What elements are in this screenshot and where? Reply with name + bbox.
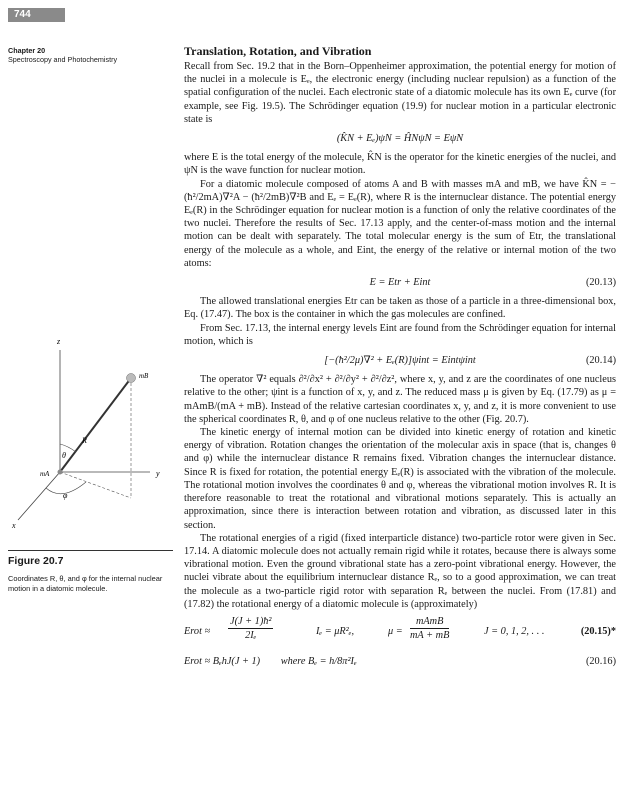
label-mb: mB (139, 372, 149, 380)
figure-caption: Coordinates R, θ, and φ for the internal nuclear motion in a diatomic molecule. (8, 574, 163, 593)
eq-mu-fraction (410, 615, 449, 642)
label-z: z (57, 337, 61, 346)
eq-mu-denominator: mA + mB (410, 630, 450, 642)
paragraph-6: The operator ∇² equals ∂²/∂x² + ∂²/∂y² + ∂²/∂z², where x, y, and z are the coordinates of one nucleus relative to the other; ψint is a function of x, y, and z. The reduced mass μ is given by Eq. (17.79) as μ = mAmB/(mA + mB). Instead of the relative cartesian coordinates x, y, and z, it is more convenient to use the spherical coordinates R, θ, and φ of one nucleus relative to the other (Fig. 20.7). (184, 374, 616, 425)
label-y: y (156, 469, 160, 478)
chapter-title: Spectroscopy and Photochemistry (8, 55, 118, 64)
eq-erot-numerator: J(J + 1)ħ² (228, 615, 273, 629)
page-number: 744 (8, 8, 65, 22)
bond-r (60, 378, 131, 472)
label-phi: φ (63, 491, 68, 500)
eq-mu-lhs: μ = (388, 625, 403, 637)
paragraph-3: For a diatomic molecule composed of atoms A and B with masses mA and mB, we have K̂N = −(ħ²/2mA)∇²A − (ħ²/2mB)∇²B and Eₑ = Eₑ(R), where R is the internuclear distance. The potential energy Eₑ(R) in the Schrödinger equation for nuclear motion is a function of only the relative coordinates of the two nuclei. Therefore the results of Sec. 17.13 apply, and the center-of-mass motion and the internal motion can be dealt with separately. The total molecular energy is the sum of Etr, the translational energy of the molecule as a whole, and Eint, the energy of the relative or internal motion of the two atoms: (184, 178, 616, 269)
eq-inertia: Iₑ = μR²ₑ, (316, 625, 355, 637)
equation-nuclear (184, 132, 616, 145)
equation-20-15 (184, 615, 616, 649)
figure-title: Figure 20.7 (8, 550, 173, 567)
eq-erot-fraction (228, 615, 273, 642)
label-r: R (82, 436, 87, 445)
equation-20-13-number: (20.13) (585, 277, 616, 289)
equation-20-16-number: (20.16) (585, 655, 616, 667)
chapter-label: Chapter 20 (8, 46, 46, 55)
label-x: x (12, 521, 16, 530)
projection-line (60, 472, 131, 498)
equation-nuclear-text: (K̂N + Eₑ)ψN = ĤNψN = EψN (336, 133, 464, 145)
x-axis (18, 472, 60, 520)
paragraph-8: The rotational energies of a rigid (fixed interparticle distance) two-particle rotor were given in Sec. 17.14. A diatomic molecule does not actually remain rigid while it rotates, because there is always some vibrational motion. Even the ground vibrational state has a zero-point vibrational energy. However, the nuclei vibrate about the equilibrium internuclear distance Rₑ, so to a good approximation, we can treat the molecule as a two-particle rigid rotor with separation Rₑ between the nuclei. From (17.81) and (17.82) the rotational energy of a diatomic molecule is (approximately) (184, 532, 616, 610)
paragraph-4: The allowed translational energies Etr can be taken as those of a particle in a three-dimensional box, Eq. (17.47). The box is the container in which the gas molecules are confined. (184, 296, 616, 321)
equation-20-14 (184, 354, 616, 367)
eq-erot-lhs: Erot ≈ (184, 625, 211, 637)
paragraph-1: Recall from Sec. 19.2 that in the Born–Oppenheimer approximation, the potential energy for motion of the nuclei in a molecule is Eₑ, the electronic energy (including nuclear repulsion) as a function of the spatial configuration of the nuclei. Each electronic state of a diatomic molecule has its own Eₑ curve (for example, see Fig. 19.5). The Schrödinger equation (19.9) for nuclear motion in a particular electronic state is (184, 61, 616, 125)
main-text (184, 44, 616, 671)
eq-j-values: J = 0, 1, 2, . . . (484, 625, 545, 637)
paragraph-2: where E is the total energy of the molecule, K̂N is the operator for the kinetic energies of the nuclei, and ψN is the wave function for nuclear motion. (184, 152, 616, 177)
equation-20-13-text: E = Etr + Eint (369, 277, 431, 289)
chapter-heading (8, 46, 173, 64)
eq-erot-denominator: 2Iₑ (245, 630, 257, 642)
paragraph-5: From Sec. 17.13, the internal energy levels Eint are found from the Schrödinger equation for internal motion, which is (184, 322, 616, 347)
coordinate-diagram (0, 320, 175, 540)
section-heading: Translation, Rotation, and Vibration (184, 44, 372, 58)
equation-20-13 (184, 276, 616, 289)
atom-a (58, 470, 63, 475)
figure-caption-block (8, 550, 173, 593)
paragraph-7: The kinetic energy of internal motion can be divided into kinetic energy of rotation and kinetic energy of vibration. Rotation changes the orientation of the molecular axis in space (that is, changes θ and φ) while the internuclear distance R remains fixed. Vibration changes the internuclear distance. Since R is fixed for rotation, the potential energy Eₑ(R) is associated with the vibration of the molecule. The rotational motion involves the coordinates θ and φ, whereas the vibrational motion involves R. It is therefore reasonable to treat the rotational and vibrational motions separately. This is actually an approximation, since there is interaction between rotation and vibration, as discussed later in this section. (184, 427, 616, 531)
figure-20-7-diagram (0, 320, 175, 540)
equation-20-15-number: (20.15)* (580, 625, 616, 637)
equation-20-14-number: (20.14) (585, 355, 616, 367)
equation-20-16-text: Erot ≈ BₑhJ(J + 1) where Bₑ = h/8π²Iₑ (184, 655, 357, 667)
equation-20-16 (184, 655, 616, 668)
label-ma: mA (40, 470, 50, 478)
atom-b (127, 374, 136, 383)
label-theta: θ (62, 451, 66, 460)
equation-20-14-text: [−(ħ²/2μ)∇² + Eₑ(R)]ψint = Eintψint (324, 355, 476, 367)
eq-mu-numerator: mAmB (410, 615, 449, 629)
